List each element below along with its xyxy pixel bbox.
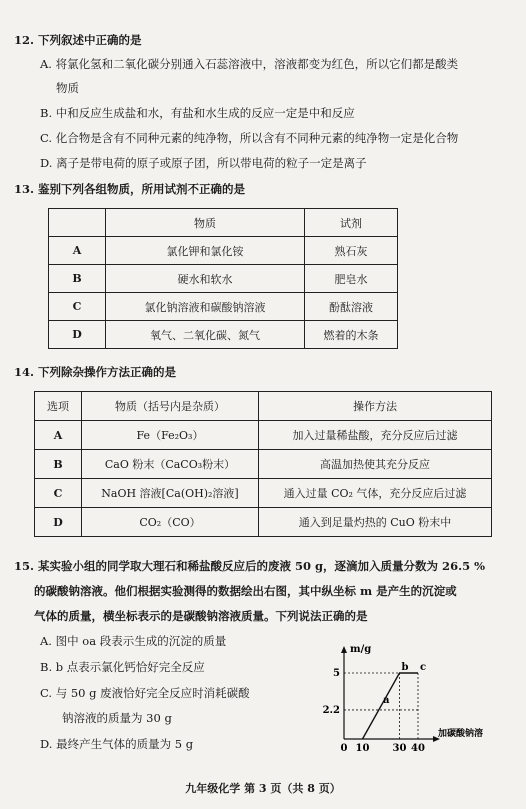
- q14-cell: Fe（Fe₂O₃）: [82, 421, 259, 450]
- table-row: [49, 321, 398, 349]
- q14-stem: 14. 下列除杂操作方法正确的是: [14, 365, 177, 379]
- y-axis-label: m/g: [350, 644, 372, 655]
- table-row: [35, 421, 492, 450]
- q13-cell: C: [49, 293, 106, 321]
- x-tick-label: 30: [392, 743, 407, 754]
- q14-header-method: 操作方法: [259, 392, 492, 421]
- q14-header-option: 选项: [35, 392, 82, 421]
- series-line: [363, 673, 419, 739]
- q13-cell: 酚酞溶液: [305, 293, 398, 321]
- q12-option-a-line2: 物质: [56, 81, 79, 95]
- y-axis-arrow: [341, 646, 347, 653]
- q14-cell: 加入过量稀盐酸，充分反应后过滤: [259, 421, 492, 450]
- q12-option-d: D. 离子是带电荷的原子或原子团，所以带电荷的粒子一定是离子: [40, 156, 367, 170]
- q15-stem-line3: 气体的质量，横坐标表示的是碳酸钠溶液质量。下列说法正确的是: [34, 609, 368, 623]
- q13-cell: 肥皂水: [305, 265, 398, 293]
- q13-cell: A: [49, 237, 106, 265]
- q13-cell: 硬水和软水: [106, 265, 305, 293]
- table-row: [35, 508, 492, 537]
- q13-cell: 氯化钠溶液和碳酸钠溶液: [106, 293, 305, 321]
- q14-header-substance: 物质（括号内是杂质）: [82, 392, 259, 421]
- y-tick-label: 5: [333, 668, 340, 679]
- q13-header-substance: 物质: [106, 209, 305, 237]
- q13-header-reagent: 试剂: [305, 209, 398, 237]
- q15-stem-line2: 的碳酸钠溶液。他们根据实验测得的数据绘出右图，其中纵坐标 m 是产生的沉淀或: [34, 584, 457, 598]
- table-row: [49, 265, 398, 293]
- q14-cell: D: [35, 508, 82, 537]
- q13-cell: 氯化钾和氯化铵: [106, 237, 305, 265]
- x-axis-label: 加碳酸钠溶: [438, 729, 484, 739]
- page-footer: 九年级化学 第 3 页（共 8 页）: [185, 782, 341, 795]
- q15-option-c-line1: C. 与 50 g 废液恰好完全反应时消耗碳酸: [40, 686, 250, 700]
- table-row: [35, 479, 492, 508]
- x-tick-label: 0: [340, 743, 348, 754]
- q13-cell: 熟石灰: [305, 237, 398, 265]
- q15-option-d-line2: 钠溶液的质量为 30 g: [62, 711, 172, 725]
- q13-cell: 燃着的木条: [305, 321, 398, 349]
- q15-stem-line1: 15. 某实验小组的同学取大理石和稀盐酸反应后的废液 50 g，逐滴加入质量分数为 26.5 %: [14, 559, 486, 573]
- q14-cell: 通入到足量灼热的 CuO 粉末中: [259, 508, 492, 537]
- q14-cell: B: [35, 450, 82, 479]
- q13-stem: 13. 鉴别下列各组物质，所用试剂不正确的是: [14, 182, 246, 196]
- y-tick-label: 2.2: [322, 704, 340, 716]
- point-label-c: c: [420, 662, 427, 673]
- q12-option-a-line1: A. 将氯化氢和二氧化碳分别通入石蕊溶液中，溶液都变为红色，所以它们都是酸类: [40, 57, 459, 71]
- q15-option-a: A. 图中 oa 段表示生成的沉淀的质量: [40, 634, 227, 648]
- x-tick-label: 40: [411, 743, 425, 754]
- q14-table: [34, 391, 492, 537]
- q14-cell: NaOH 溶液[Ca(OH)₂溶液]: [82, 479, 259, 508]
- q14-cell: 高温加热使其充分反应: [259, 450, 492, 479]
- q12-option-c: C. 化合物是含有不同种元素的纯净物，所以含有不同种元素的纯净物一定是化合物: [40, 131, 459, 145]
- q13-cell: B: [49, 265, 106, 293]
- q13-table: [48, 208, 398, 349]
- q14-cell: C: [35, 479, 82, 508]
- q12-stem: 12. 下列叙述中正确的是: [14, 33, 142, 47]
- x-tick-label: 10: [355, 743, 370, 754]
- q14-cell: CO₂（CO）: [82, 508, 259, 537]
- table-row: [49, 237, 398, 265]
- table-row: [49, 293, 398, 321]
- point-label-a: a: [383, 695, 390, 706]
- q15-option-d: D. 最终产生气体的质量为 5 g: [40, 737, 194, 751]
- table-row: [35, 450, 492, 479]
- q12-option-b: B. 中和反应生成盐和水，有盐和水生成的反应一定是中和反应: [40, 106, 355, 120]
- q15-option-b: B. b 点表示氯化钙恰好完全反应: [40, 660, 205, 674]
- q14-cell: CaO 粉末（CaCO₃粉末）: [82, 450, 259, 479]
- q13-header-blank: [49, 209, 106, 237]
- point-label-b: b: [401, 662, 409, 673]
- q14-cell: A: [35, 421, 82, 450]
- q13-cell: D: [49, 321, 106, 349]
- q14-cell: 通入过量 CO₂ 气体，充分反应后过滤: [259, 479, 492, 508]
- q13-cell: 氧气、二氧化碳、氮气: [106, 321, 305, 349]
- q15-graph: [318, 638, 523, 758]
